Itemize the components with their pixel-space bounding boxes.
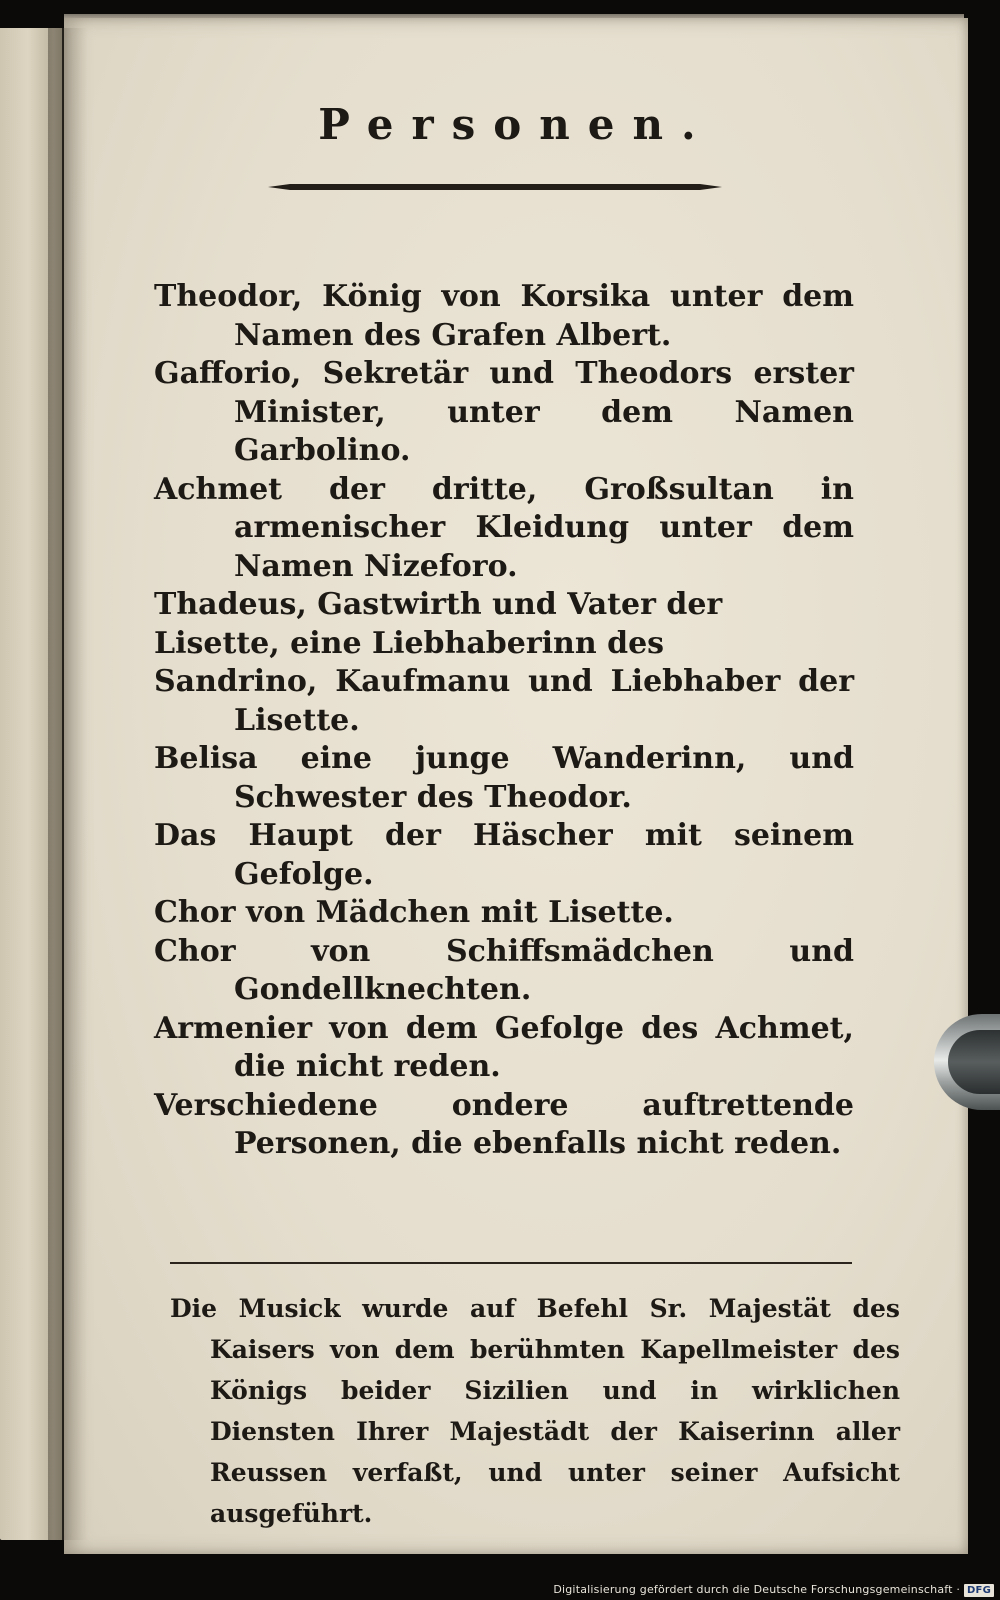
cast-entry-belisa: Belisa eine junge Wanderinn, und Schwester des Theodor. — [154, 741, 854, 815]
cast-entry-chor-maedchen: Chor von Mädchen mit Lisette. — [154, 895, 674, 930]
cast-entry-haescher: Das Haupt der Häscher mit seinem Gefolge. — [154, 818, 854, 892]
cast-entry-achmet: Achmet der dritte, Großsultan in armenischer Kleidung unter dem Namen Nizeforo. — [154, 471, 854, 584]
gutter-shadow — [48, 28, 88, 1540]
cast-entry-gafforio: Gafforio, Sekretär und Theodors erster Minister, unter dem Namen Garbolino. — [154, 356, 854, 468]
cast-entry-chor-schiffsmaedchen: Chor von Schiffsmädchen und Gondellknechten. — [154, 933, 854, 1007]
title-ornament-rule — [268, 183, 722, 191]
dfg-logo: DFG — [964, 1584, 994, 1597]
cast-list — [154, 278, 854, 1164]
page-title: Personen. — [318, 100, 714, 149]
cast-entry-lisette: Lisette, eine Liebhaberinn des — [154, 625, 665, 661]
section-divider — [170, 1262, 852, 1264]
music-note-paragraph: Die Musick wurde auf Befehl Sr. Majestät des Kaisers von dem berühmten Kapellmeister des Königs beider Sizilien und in wirklichen Diensten Ihrer Majestädt der Kaiserinn aller Reussen verfaßt, und unter seiner Aufsicht ausgeführt. — [170, 1294, 900, 1528]
cast-entry-thadeus: Thadeus, Gastwirth und Vater der — [154, 587, 723, 622]
cast-entry-armenier: Armenier von dem Gefolge des Achmet, die nicht reden. — [154, 1010, 854, 1084]
digitization-credit — [553, 1583, 994, 1597]
cast-entry-sandrino: Sandrino, Kaufmanu und Liebhaber der Lisette. — [154, 664, 854, 738]
credit-text: Digitalisierung gefördert durch die Deutsche Forschungsgemeinschaft · — [553, 1583, 961, 1596]
cast-entry-verschiedene: Verschiedene ondere auftrettende Personen, die ebenfalls nicht reden. — [154, 1087, 854, 1161]
cast-entry-theodor: Theodor, König von Korsika unter dem Namen des Grafen Albert. — [154, 279, 854, 353]
